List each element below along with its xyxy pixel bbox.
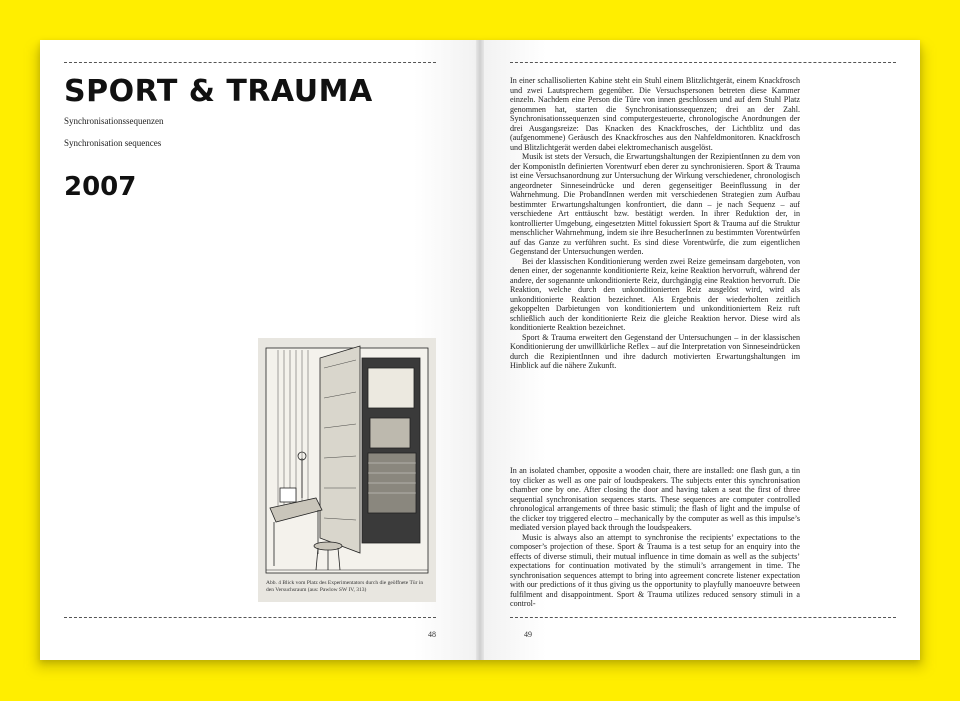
subtitle-english: Synchronisation sequences bbox=[64, 138, 162, 148]
de-paragraph-4: Sport & Trauma erweitert den Gegenstand der Untersuchungen – in der klassischen Konditionierung der unwillkürliche Reflex – auf die Interpretation von Sinneseindrücken durch die RezipientInnen und ihre dadurch motivierten Erwartungshaltungen im Hinblick auf die nähere Zukunft. bbox=[510, 332, 800, 370]
year-heading: 2007 bbox=[64, 172, 137, 202]
de-paragraph-3: Bei der klassischen Konditionierung werden zwei Reize gemeinsam dargeboten, von denen einer, der sogenannte konditionierte Reiz, keine Reaktion hervorruft, während der andere, der sogenannte unkonditionierte Reiz, durchgängig eine Reaktion hervorruft. Die Reaktion, welche durch den unkonditionierten Reiz ausgelöst wird, wird als unkonditionierte Reaktion bezeichnet. Als Ergebnis der wiederholten zeitlich gekoppelten Darbietungen von konditioniertem und unkonditioniertem Reiz ruft schließlich auch der konditionierte Reiz die gleiche Reaktion hervor. Diese wird als konditionierte Reaktion bezeichnet. bbox=[510, 256, 800, 332]
en-paragraph-1: In an isolated chamber, opposite a wooden chair, there are installed: one flash gun, a tin toy clicker as well as one pair of loudspeakers. The subjects enter this synchronisation chamber one by one. After closing the door and having taken a seat the first of three sequential synchronisation sequences starts. These sequences are computer controlled chronological arrangements of three basic stimuli; the flash of light and the impulse of the clicker toy triggered electro – mechanically by the computer as well as this impulse’s mediated version played back through the loudspeakers. bbox=[510, 466, 800, 532]
bottom-rule-right bbox=[510, 617, 896, 618]
de-paragraph-2: Musik ist stets der Versuch, die Erwartungshaltungen der RezipientInnen zu dem von der KomponistIn definierten Vorentwurf eben derer zu synchronisieren. Sport & Trauma ist eine Versuchsanordnung zur Untersuchung der Wirkung verschiedener, chronologisch angeordneter Sinneseindrücke und deren gegenseitiger Beeinflussung in der Wahrnehmung. Die ProbandInnen werden mit verschiedenen Strategien zum Aufbau bestimmter Erwartungshaltungen konfrontiert, die dann – je nach Sequenz – auf verschiedene Art enttäuscht bzw. bestätigt werden. In ihrer Reduktion der, in kontrollierter Umgebung, eingesetzten Mittel fokussiert Sport & Trauma auf die Struktur menschlicher Wahrnehmung, indem sie ihre BesucherInnen zu bestimmten Vorentwürfen auf das Ganze zu verführen sucht. Es sind diese Vorentwürfe, die zum eigentlichen Gegenstand der Untersuchungen werden. bbox=[510, 152, 800, 256]
figure-caption: Abb. 4 Blick vom Platz des Experimentators durch die geöffnete Tür in den Versuchsraum (aus: Pawlow SW IV, 313) bbox=[266, 580, 424, 593]
page-title: SPORT & TRAUMA bbox=[64, 74, 373, 109]
en-paragraph-2: Music is always also an attempt to synchronise the recipients’ expectations to the composer’s projection of these. Sport & Trauma is a test setup for an enquiry into the effects of diverse stimuli, their mutual influence in time domain as well as the subjects’ expectations for continuation motivated by the stimuli’s arrangement in time. The synchronisation sequences attempt to bring into agreement concrete listener expectation with our predictions of it thus giving us the opportunity to playfully manoeuvre between fulfilment and disappointment. Sport & Trauma utilizes reduced sensory stimuli in a control- bbox=[510, 532, 800, 608]
de-paragraph-1: In einer schallisolierten Kabine steht ein Stuhl einem Blitzlichtgerät, einem Knackfrosch und zwei Lautsprechern gegenüber. Die Versuchspersonen betreten diese Kammer einzeln. Nachdem eine Person die Türe von innen geschlossen und auf dem Stuhl Platz genommen hat, starten die Synchronisationssequenzen; drei an der Zahl. Synchronisationssequenzen sind computergesteuerte, chronologische Anordnungen der drei Ausgangsreize: Das Knacken des Knackfrosches, der Lichtblitz und das (aufgenommene) Geräusch des Knackfrosches aus den Nahfeldmonitoren. Knackfrosch und Blitzlichtgerät werden dabei elektromechanisch ausgelöst. bbox=[510, 76, 800, 152]
page-number-right: 49 bbox=[524, 630, 532, 639]
laboratory-drawing bbox=[258, 338, 436, 578]
bottom-rule-left bbox=[64, 617, 436, 618]
english-text-block bbox=[510, 466, 800, 609]
top-rule-left bbox=[64, 62, 436, 63]
german-text-block bbox=[510, 76, 800, 371]
top-rule-right bbox=[510, 62, 896, 63]
historical-illustration bbox=[258, 338, 436, 602]
subtitle-german: Synchronisationssequenzen bbox=[64, 116, 164, 126]
page-number-left: 48 bbox=[428, 630, 436, 639]
book-spine bbox=[476, 40, 484, 660]
